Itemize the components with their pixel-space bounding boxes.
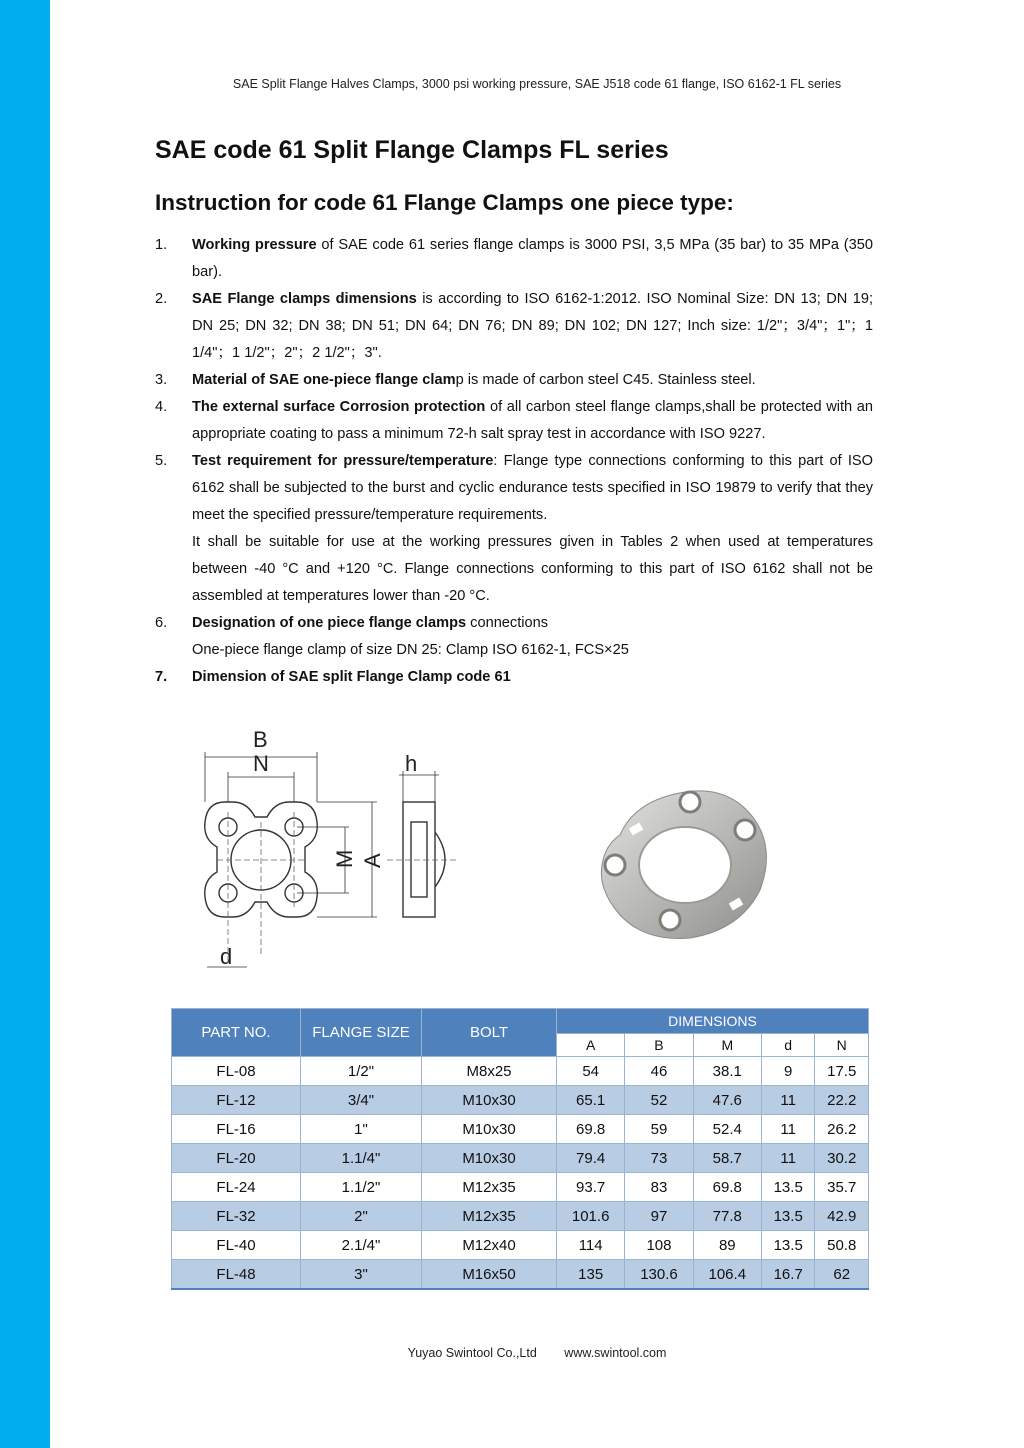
item-extra-text: It shall be suitable for use at the working pressures given in Tables 2 when used at temperatures between -40 °C and +120 °C. Flange connections conforming to this part of ISO 6162 shall not be assembled at temperatures lower than -20 °C. bbox=[192, 534, 873, 604]
table-cell: 52 bbox=[625, 1086, 693, 1115]
table-cell: 69.8 bbox=[693, 1173, 761, 1202]
table-cell: M10x30 bbox=[422, 1144, 557, 1173]
item-number: 7. bbox=[155, 669, 168, 685]
table-cell: 58.7 bbox=[693, 1144, 761, 1173]
item-text: of all carbon steel flange clamps,shall be protected with an appropriate coating to pass a minimum 72-h salt spray test in accordance with ISO 9227. bbox=[192, 399, 873, 442]
table-cell: 1.1/4" bbox=[301, 1144, 422, 1173]
list-item bbox=[155, 448, 873, 610]
table-cell: 13.5 bbox=[761, 1231, 815, 1260]
item-text: p is made of carbon steel C45. Stainless steel. bbox=[455, 372, 756, 388]
table-cell: 114 bbox=[557, 1231, 625, 1260]
dim-label-d: d bbox=[220, 944, 233, 969]
table-cell: FL-08 bbox=[172, 1057, 301, 1086]
table-cell: FL-40 bbox=[172, 1231, 301, 1260]
table-cell: 38.1 bbox=[693, 1057, 761, 1086]
table-cell: 73 bbox=[625, 1144, 693, 1173]
table-cell: 46 bbox=[625, 1057, 693, 1086]
table-cell: 26.2 bbox=[815, 1115, 869, 1144]
item-heading: Working pressure bbox=[192, 237, 317, 253]
table-cell: 42.9 bbox=[815, 1202, 869, 1231]
table-cell: FL-24 bbox=[172, 1173, 301, 1202]
table-cell: 11 bbox=[761, 1086, 815, 1115]
list-item bbox=[155, 286, 873, 367]
table-cell: 62 bbox=[815, 1260, 869, 1290]
table-cell: 54 bbox=[557, 1057, 625, 1086]
table-cell: 97 bbox=[625, 1202, 693, 1231]
clamp-technical-drawing bbox=[187, 727, 467, 977]
table-row bbox=[172, 1086, 869, 1115]
item-heading: SAE Flange clamps dimensions bbox=[192, 291, 417, 307]
item-heading: Dimension of SAE split Flange Clamp code 61 bbox=[192, 669, 511, 685]
table-cell: 130.6 bbox=[625, 1260, 693, 1290]
item-heading: Designation of one piece flange clamps bbox=[192, 615, 467, 631]
item-text: connections bbox=[466, 615, 549, 631]
table-cell: M8x25 bbox=[422, 1057, 557, 1086]
table-cell: 2.1/4" bbox=[301, 1231, 422, 1260]
header-dim-m: M bbox=[693, 1034, 761, 1057]
item-text: : Flange type connections conforming to this part of ISO 6162 shall be subjected to the burst and cyclic endurance tests specified in ISO 19879 to verify that they meet the specified pressure/temperature requirements. bbox=[192, 453, 873, 523]
table-cell: 13.5 bbox=[761, 1173, 815, 1202]
table-cell: FL-16 bbox=[172, 1115, 301, 1144]
table-cell: 22.2 bbox=[815, 1086, 869, 1115]
header-dimensions: DIMENSIONS bbox=[557, 1009, 869, 1034]
header-bolt: BOLT bbox=[422, 1009, 557, 1057]
table-cell: 1/2" bbox=[301, 1057, 422, 1086]
table-cell: 93.7 bbox=[557, 1173, 625, 1202]
footer-website: www.swintool.com bbox=[564, 1346, 667, 1360]
table-cell: 52.4 bbox=[693, 1115, 761, 1144]
table-cell: FL-32 bbox=[172, 1202, 301, 1231]
table-cell: 11 bbox=[761, 1115, 815, 1144]
section-subtitle: Instruction for code 61 Flange Clamps one piece type: bbox=[155, 190, 734, 215]
table-cell: M10x30 bbox=[422, 1115, 557, 1144]
page-title: SAE code 61 Split Flange Clamps FL series bbox=[155, 136, 669, 164]
item-number: 5. bbox=[155, 453, 168, 469]
item-heading: Test requirement for pressure/temperature bbox=[192, 453, 494, 469]
table-cell: M12x40 bbox=[422, 1231, 557, 1260]
table-cell: 17.5 bbox=[815, 1057, 869, 1086]
table-cell: 3" bbox=[301, 1260, 422, 1290]
table-body bbox=[172, 1057, 869, 1290]
item-text: of SAE code 61 series flange clamps is 3000 PSI, 3,5 MPa (35 bar) to 35 MPa (350 bar). bbox=[192, 237, 873, 280]
table-cell: M12x35 bbox=[422, 1202, 557, 1231]
header-flange-size: FLANGE SIZE bbox=[301, 1009, 422, 1057]
table-row bbox=[172, 1057, 869, 1086]
table-row bbox=[172, 1202, 869, 1231]
table-cell: 135 bbox=[557, 1260, 625, 1290]
table-cell: 47.6 bbox=[693, 1086, 761, 1115]
table-cell: 35.7 bbox=[815, 1173, 869, 1202]
header-dim-a: A bbox=[557, 1034, 625, 1057]
table-cell: FL-20 bbox=[172, 1144, 301, 1173]
table-cell: M12x35 bbox=[422, 1173, 557, 1202]
table-cell: 106.4 bbox=[693, 1260, 761, 1290]
clamp-product-image bbox=[590, 780, 780, 945]
table-cell: 16.7 bbox=[761, 1260, 815, 1290]
table-cell: 2" bbox=[301, 1202, 422, 1231]
header-dim-n: N bbox=[815, 1034, 869, 1057]
header-part-no: PART NO. bbox=[172, 1009, 301, 1057]
table-cell: 83 bbox=[625, 1173, 693, 1202]
list-item bbox=[155, 664, 873, 691]
list-item bbox=[155, 367, 873, 394]
item-number: 1. bbox=[155, 237, 168, 253]
header-dim-b: B bbox=[625, 1034, 693, 1057]
dim-label-m: M bbox=[332, 849, 357, 868]
item-extra-text: One-piece flange clamp of size DN 25: Clamp ISO 6162-1, FCS×25 bbox=[192, 642, 629, 658]
item-text: is according to ISO 6162-1:2012. ISO Nominal Size: DN 13; DN 19; DN 25; DN 32; DN 38; DN 51; DN 64; DN 76; DN 89; DN 102; DN 127; Inch size: 1/2"；3/4"；1"；1 1/4"；1 1/2"；2"；2 1/2"；3". bbox=[192, 291, 873, 361]
table-cell: FL-48 bbox=[172, 1260, 301, 1290]
item-heading: The external surface Corrosion protection bbox=[192, 399, 486, 415]
table-cell: 9 bbox=[761, 1057, 815, 1086]
table-cell: 69.8 bbox=[557, 1115, 625, 1144]
table-cell: M10x30 bbox=[422, 1086, 557, 1115]
table-cell: 77.8 bbox=[693, 1202, 761, 1231]
table-cell: 11 bbox=[761, 1144, 815, 1173]
dim-label-b: B bbox=[253, 727, 268, 752]
table-cell: M16x50 bbox=[422, 1260, 557, 1290]
table-row bbox=[172, 1231, 869, 1260]
table-row bbox=[172, 1115, 869, 1144]
table-cell: FL-12 bbox=[172, 1086, 301, 1115]
left-accent-bar bbox=[0, 0, 50, 1448]
item-number: 3. bbox=[155, 372, 168, 388]
dim-label-n: N bbox=[253, 751, 269, 776]
table-cell: 108 bbox=[625, 1231, 693, 1260]
table-row bbox=[172, 1173, 869, 1202]
table-cell: 1.1/2" bbox=[301, 1173, 422, 1202]
table-row bbox=[172, 1144, 869, 1173]
list-item bbox=[155, 394, 873, 448]
item-number: 2. bbox=[155, 291, 168, 307]
dim-label-h: h bbox=[405, 751, 418, 776]
footer-company: Yuyao Swintool Co.,Ltd bbox=[407, 1346, 537, 1360]
table-cell: 65.1 bbox=[557, 1086, 625, 1115]
table-cell: 89 bbox=[693, 1231, 761, 1260]
item-number: 6. bbox=[155, 615, 168, 631]
table-row bbox=[172, 1260, 869, 1290]
header-dim-d: d bbox=[761, 1034, 815, 1057]
page-footer bbox=[50, 1346, 1024, 1360]
table-cell: 59 bbox=[625, 1115, 693, 1144]
list-item bbox=[155, 610, 873, 664]
table-cell: 79.4 bbox=[557, 1144, 625, 1173]
list-item bbox=[155, 232, 873, 286]
dimensions-table bbox=[171, 1008, 869, 1290]
dim-label-a: A bbox=[360, 853, 385, 868]
item-heading: Material of SAE one-piece flange clam bbox=[192, 372, 456, 388]
table-cell: 50.8 bbox=[815, 1231, 869, 1260]
table-cell: 13.5 bbox=[761, 1202, 815, 1231]
table-cell: 1" bbox=[301, 1115, 422, 1144]
instruction-list bbox=[155, 232, 873, 691]
page-header: SAE Split Flange Halves Clamps, 3000 psi working pressure, SAE J518 code 61 flange, ISO 6162-1 FL series bbox=[232, 77, 842, 91]
table-cell: 3/4" bbox=[301, 1086, 422, 1115]
table-cell: 30.2 bbox=[815, 1144, 869, 1173]
table-cell: 101.6 bbox=[557, 1202, 625, 1231]
item-number: 4. bbox=[155, 399, 168, 415]
